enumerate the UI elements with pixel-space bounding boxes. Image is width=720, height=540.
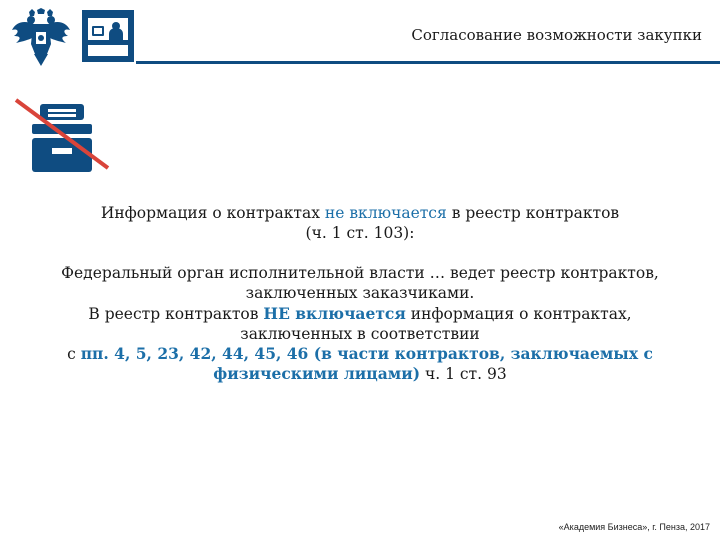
archive-crossed-icon [8,96,112,176]
text-segment: Информация о контрактах [100,204,325,222]
paragraph-2 [30,263,690,303]
text-segment: информация о контрактах, [405,304,632,323]
text-segment: в реестр контрактов [446,204,620,222]
paragraph-1 [30,203,690,243]
highlight-individuals: физическими лицами) [213,363,421,383]
footer-credit: «Академия Бизнеса», г. Пенза, 2017 [558,522,710,532]
text-segment: заключенных в соответствии [240,324,480,343]
paragraph-3 [30,304,690,385]
text-segment: Федеральный орган исполнительной власти … ведет реестр контрактов, [61,264,659,283]
highlight-clauses: пп. 4, 5, 23, 42, 44, 45, 46 (в части контрактов, заключаемых с [80,343,653,363]
header-divider [136,61,720,64]
highlight-not-included: не включается [324,204,447,222]
text-segment: (ч. 1 ст. 103): [305,224,415,243]
text-segment: В реестр контрактов [88,304,264,323]
emblem-icon [10,8,72,68]
shop-icon [80,8,136,64]
text-segment: с [67,344,81,363]
text-segment: ч. 1 ст. 93 [420,364,507,383]
page-title: Согласование возможности закупки [411,26,702,44]
main-content [30,203,690,384]
text-segment: заключенных заказчиками. [245,284,475,303]
highlight-not-included-caps: НЕ включается [263,303,406,323]
